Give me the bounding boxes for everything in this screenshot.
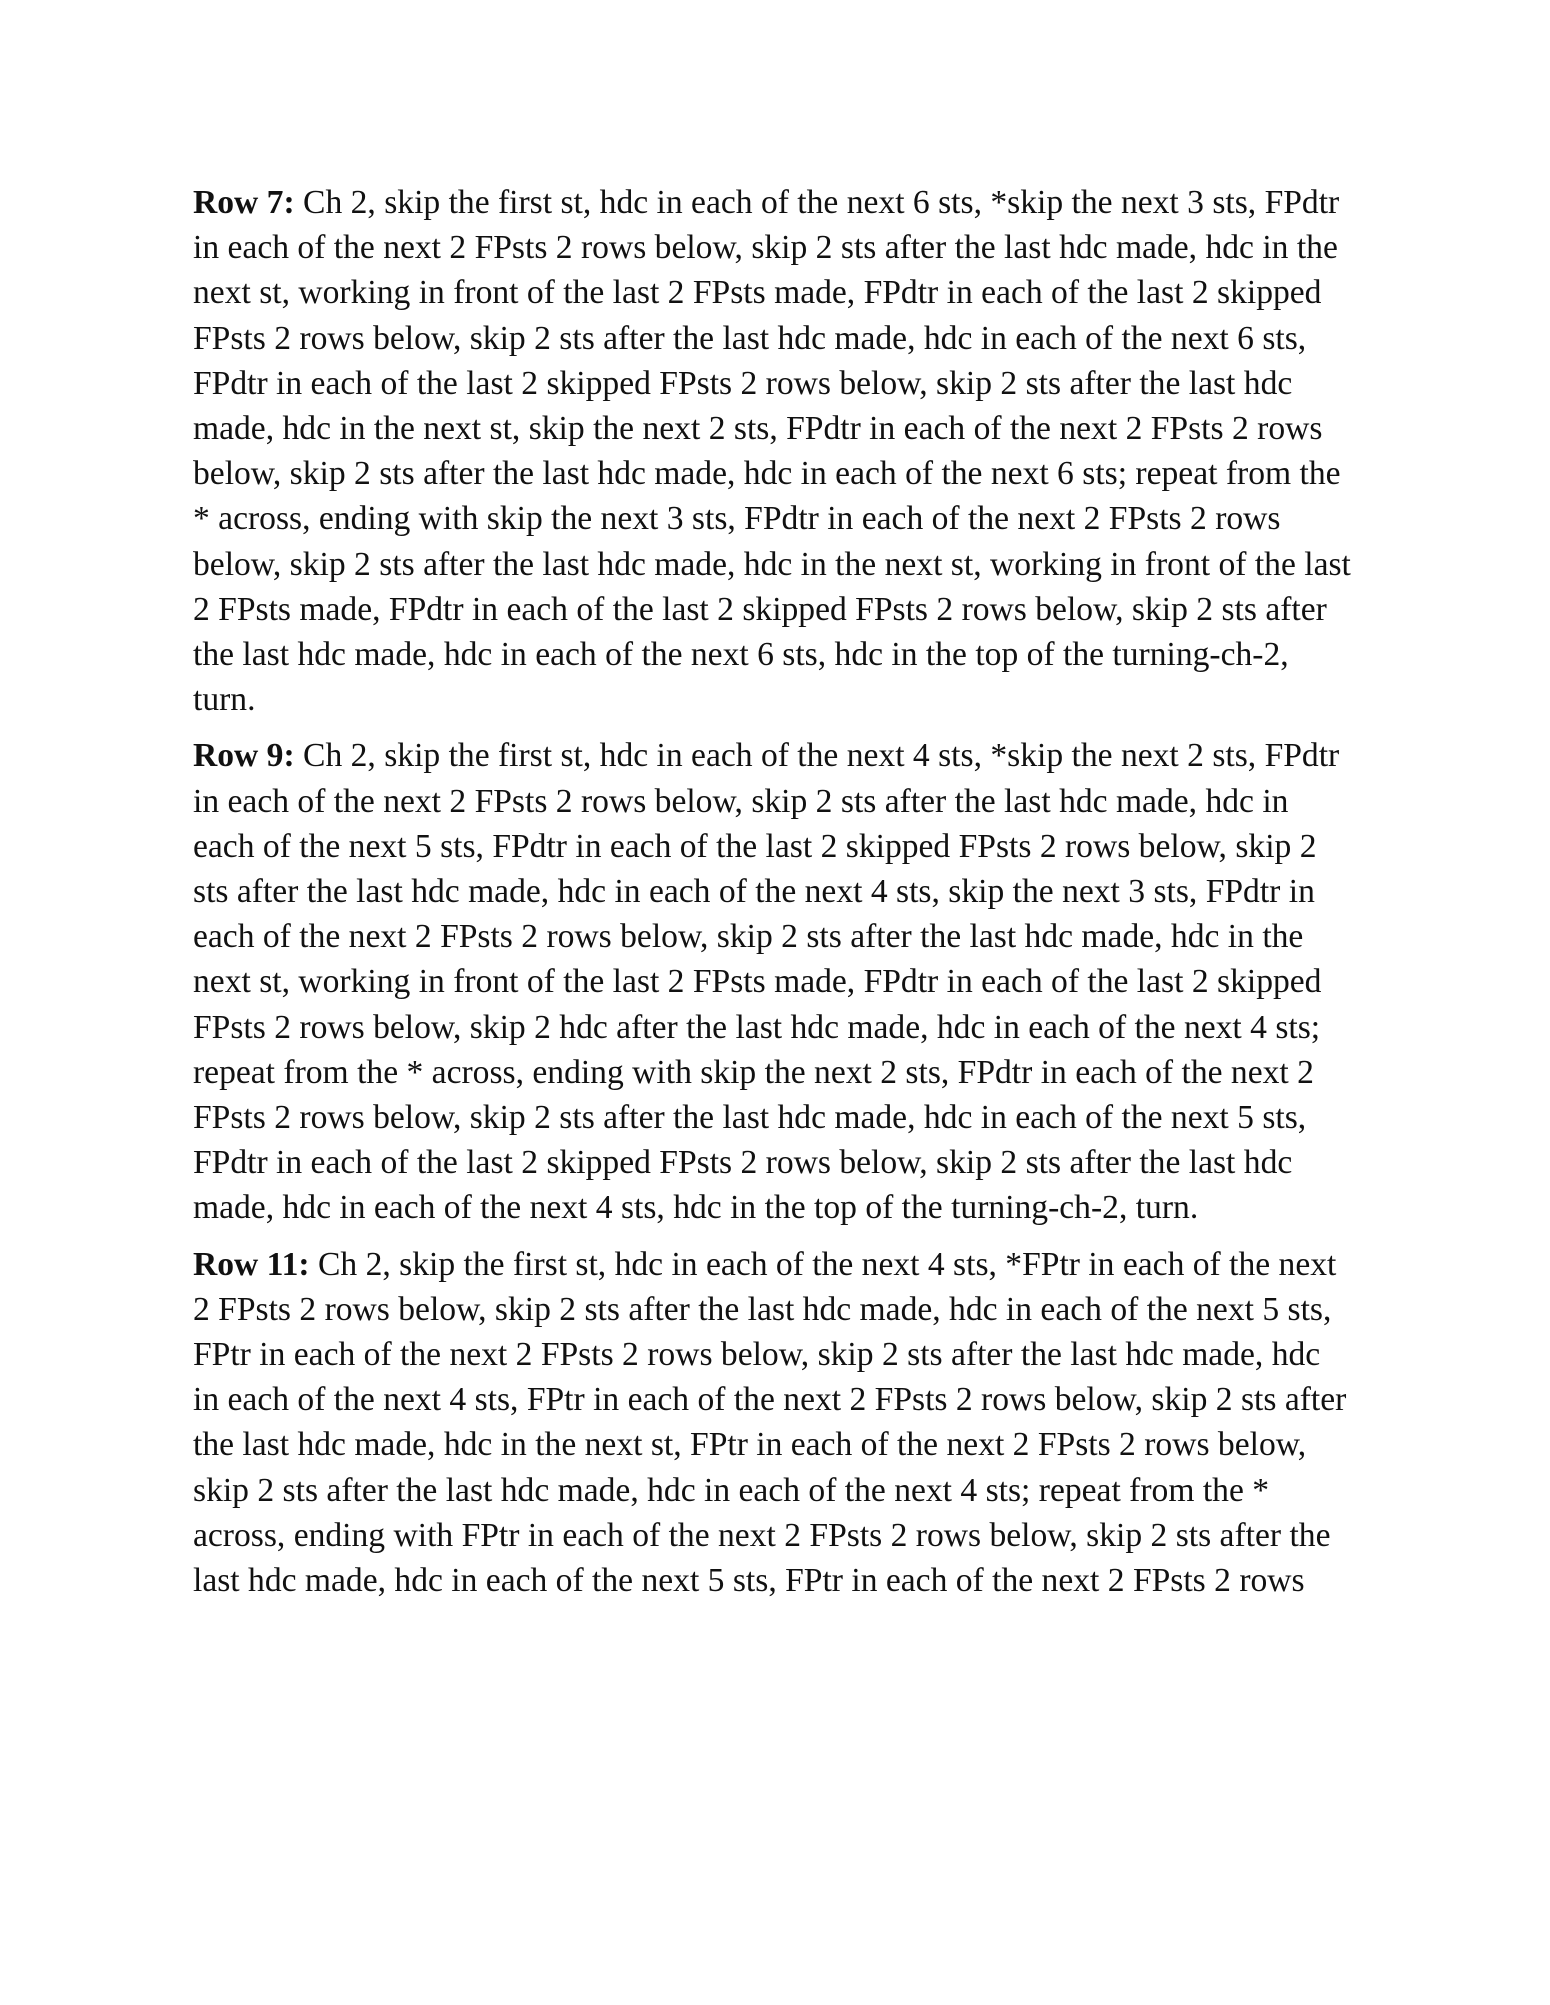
row-label: Row 9: [193, 737, 295, 775]
paragraph-row-9 [193, 733, 1353, 1230]
row-instructions: Ch 2, skip the first st, hdc in each of the next 4 sts, *FPtr in each of the next 2 FPsts 2 rows below, skip 2 sts after the last hdc made, hdc in each of the next 5 sts, FPtr in each of the next 2 FPsts 2 rows below, skip 2 sts after the last hdc made, hdc in each of the next 4 sts, FPtr in each of the next 2 FPsts 2 rows below, skip 2 sts after the last hdc made, hdc in the next st, FPtr in each of the next 2 FPsts 2 rows below, skip 2 sts after the last hdc made, hdc in each of the next 4 sts; repeat from the * across, ending with FPtr in each of the next 2 FPsts 2 rows below, skip 2 sts after the last hdc made, hdc in each of the next 5 sts, FPtr in each of the next 2 FPsts 2 rows [193, 1245, 1347, 1600]
row-label: Row 7: [193, 184, 295, 221]
paragraph-row-11 [193, 1242, 1353, 1604]
row-label: Row 11: [193, 1245, 310, 1283]
paragraph-row-7 [193, 180, 1353, 722]
row-instructions: Ch 2, skip the first st, hdc in each of the next 4 sts, *skip the next 2 sts, FPdtr in each of the next 2 FPsts 2 rows below, skip 2 sts after the last hdc made, hdc in each of the next 5 sts, FPdtr in each of the last 2 skipped FPsts 2 rows below, skip 2 sts after the last hdc made, hdc in each of the next 4 sts, skip the next 3 sts, FPdtr in each of the next 2 FPsts 2 rows below, skip 2 sts after the last hdc made, hdc in the next st, working in front of the last 2 FPsts made, FPdtr in each of the last 2 skipped FPsts 2 rows below, skip 2 hdc after the last hdc made, hdc in each of the next 4 sts; repeat from the * across, ending with skip the next 2 sts, FPdtr in each of the next 2 FPsts 2 rows below, skip 2 sts after the last hdc made, hdc in each of the next 5 sts, FPdtr in each of the last 2 skipped FPsts 2 rows below, skip 2 sts after the last hdc made, hdc in each of the next 4 sts, hdc in the top of the turning-ch-2, turn. [193, 737, 1340, 1227]
document-body [193, 180, 1353, 1614]
row-instructions: Ch 2, skip the first st, hdc in each of the next 6 sts, *skip the next 3 sts, FPdtr in each of the next 2 FPsts 2 rows below, skip 2 sts after the last hdc made, hdc in the next st, working in front of the last 2 FPsts made, FPdtr in each of the last 2 skipped FPsts 2 rows below, skip 2 sts after the last hdc made, hdc in each of the next 6 sts, FPdtr in each of the last 2 skipped FPsts 2 rows below, skip 2 sts after the last hdc made, hdc in the next st, skip the next 2 sts, FPdtr in each of the next 2 FPsts 2 rows below, skip 2 sts after the last hdc made, hdc in each of the next 6 sts; repeat from the * across, ending with skip the next 3 sts, FPdtr in each of the next 2 FPsts 2 rows below, skip 2 sts after the last hdc made, hdc in the next st, working in front of the last 2 FPsts made, FPdtr in each of the last 2 skipped FPsts 2 rows below, skip 2 sts after the last hdc made, hdc in each of the next 6 sts, hdc in the top of the turning-ch-2, turn. [193, 184, 1351, 719]
